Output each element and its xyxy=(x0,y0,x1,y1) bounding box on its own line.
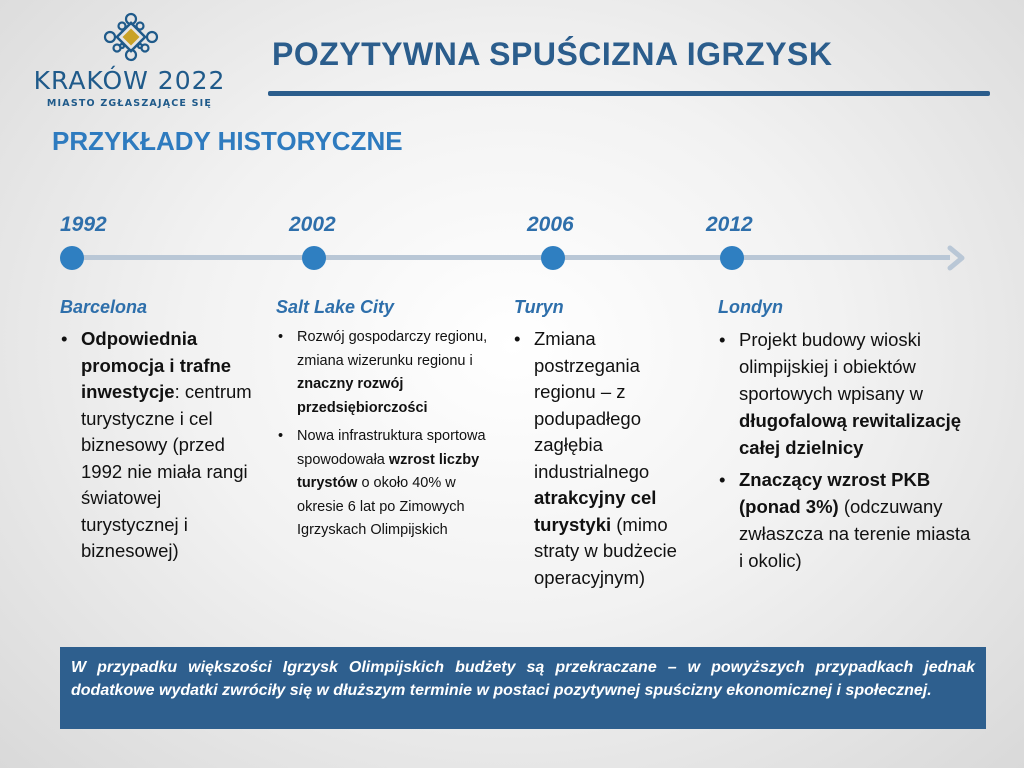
city-name: Barcelona xyxy=(60,297,148,317)
column-barcelona xyxy=(60,297,260,565)
bullet-list xyxy=(514,326,704,591)
bullet-text: Rozwój gospodarczy regionu, zmiana wizerunku regionu i xyxy=(297,329,488,369)
bullet-text: Nowa infrastruktura sportowa spowodowała xyxy=(297,428,486,468)
timeline-dot-2012 xyxy=(720,246,744,270)
timeline-year-2002: 2002 xyxy=(289,213,336,236)
column-turyn xyxy=(514,297,704,591)
title-underline xyxy=(268,91,990,96)
logo-wordmark: KRAKÓW 2022 xyxy=(33,66,226,95)
krakow-2022-emblem-icon xyxy=(100,10,162,66)
bullet-bold-text: Odpowiednia promocja i trafne inwestycje xyxy=(81,328,232,402)
city-name: Turyn xyxy=(514,297,564,317)
timeline-dot-1992 xyxy=(60,246,84,270)
bullet-item xyxy=(534,326,704,591)
krakow-2022-logo xyxy=(22,10,237,110)
timeline-year-1992: 1992 xyxy=(60,213,107,236)
city-name: Salt Lake City xyxy=(276,297,395,317)
bullet-text: o około 40% w okresie 6 lat po Zimowych Igrzyskach Olimpijskich xyxy=(297,475,465,538)
bullet-list xyxy=(718,326,978,574)
bullet-bold-text: wzrost liczby turystów xyxy=(297,451,480,491)
bullet-text: (mimo straty w budżecie operacyjnym) xyxy=(534,513,677,588)
column-salt-lake-city xyxy=(276,297,491,548)
bullet-list xyxy=(276,326,491,543)
summary-text: W przypadku większości Igrzysk Olimpijskich budżety są przekraczane – w powyższych przypadkach jednak dodatkowe wydatki zwróciły się w dłuższym terminie w postaci pozytywnej spuścizny ekonomicznej i społecznej. xyxy=(71,659,975,699)
bullet-text: : centrum turystyczne i cel biznesowy (przed 1992 nie miała rangi światowej turystycznej i biznesowej) xyxy=(81,381,252,561)
bullet-item xyxy=(739,326,978,461)
bullet-item xyxy=(297,326,491,420)
timeline-arrow-icon xyxy=(936,245,966,271)
logo-tagline: MIASTO ZGŁASZAJĄCE SIĘ xyxy=(46,98,213,109)
bullet-item xyxy=(297,425,491,543)
timeline-year-2012: 2012 xyxy=(706,213,753,236)
column-londyn xyxy=(718,297,978,579)
timeline-dot-2002 xyxy=(302,246,326,270)
section-subtitle: PRZYKŁADY HISTORYCZNE xyxy=(52,126,403,156)
bullet-item xyxy=(81,326,260,565)
bullet-text: Projekt budowy wioski olimpijskiej i obiektów sportowych wpisany w xyxy=(739,329,924,404)
bullet-text: Zmiana postrzegania regionu – z podupadłego zagłębia industrialnego xyxy=(534,328,650,482)
timeline xyxy=(0,205,1024,285)
bullet-bold-text: długofalową rewitalizację całej dzielnicy xyxy=(739,410,962,458)
bullet-bold-text: Znaczący wzrost PKB (ponad 3%) xyxy=(739,469,931,517)
summary-callout xyxy=(60,647,986,729)
timeline-line xyxy=(70,255,950,260)
bullet-text: (odczuwany zwłaszcza na terenie miasta i okolic) xyxy=(739,496,971,571)
bullet-bold-text: znaczny rozwój przedsiębiorczości xyxy=(297,376,428,416)
bullet-item xyxy=(739,466,978,574)
page-title: POZYTYWNA SPUŚCIZNA IGRZYSK xyxy=(272,36,833,72)
city-name: Londyn xyxy=(718,297,783,317)
bullet-list xyxy=(60,326,260,565)
bullet-bold-text: atrakcyjny cel turystyki xyxy=(534,487,657,535)
timeline-year-2006: 2006 xyxy=(527,213,574,236)
timeline-dot-2006 xyxy=(541,246,565,270)
